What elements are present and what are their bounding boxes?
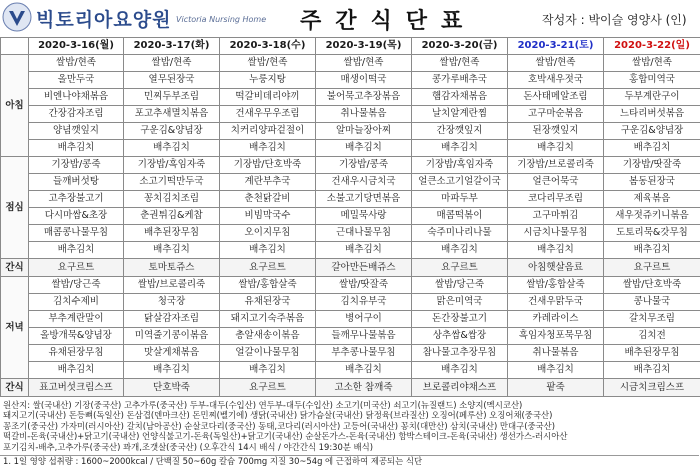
snack-cell: 요구르트: [604, 259, 700, 277]
menu-cell: 배추김치: [220, 242, 316, 259]
menu-cell: 김치유부국: [316, 294, 412, 311]
lunch-row: [1, 242, 700, 259]
menu-cell: 쌀밥/현족: [508, 55, 604, 72]
day-header: 2020-3-17(화): [124, 38, 220, 55]
menu-cell: 기장밥/콩죽: [29, 157, 124, 174]
menu-cell: 간장감자조림: [29, 106, 124, 123]
dinner-row: [1, 311, 700, 328]
snack-cell: 요구르트: [412, 259, 508, 277]
menu-cell: 김치전: [604, 328, 700, 345]
menu-cell: 기장밥/땃잘죽: [604, 157, 700, 174]
snack-cell: 고소한 참깨죽: [316, 379, 412, 397]
menu-cell: 비빔막국수: [220, 208, 316, 225]
lunch-row: [1, 191, 700, 208]
menu-cell: 배추김치: [29, 362, 124, 379]
snack-cell: 토마토쥬스: [124, 259, 220, 277]
origin-note-line: 떡갈비-돈육(국내산)+닭고기(국내산) 언양식불고기-돈육(독일산)+닭고기(국내산) 순살돈가스-돈육(국내산) 함박스테이크-돈육(국내산) 생선가스-러시아산: [3, 431, 699, 441]
snack-label: 간식: [1, 379, 29, 397]
origin-note-line: 돼지고기(국내산) 돈등뼈(독일산) 돈삼겹(덴마크산) 돈민찌(벨기에) 생닭(국내산) 닭가슴살(국내산) 닭정육(브라질산) 오징어(페루산) 오징어채(중국산): [3, 410, 699, 420]
date-header-row: [1, 38, 700, 55]
menu-cell: 건새우무우조림: [220, 106, 316, 123]
snack-label: 간식: [1, 259, 29, 277]
origin-note-line: 포기김치-배추,고추가루(중국산) 꽈개,조갯살(중국산) (오후간식 14시 배식 / 야간간식 19:30분 배식): [3, 442, 699, 452]
menu-cell: 두부계란구이: [604, 89, 700, 106]
menu-cell: 양념깻잎지: [29, 123, 124, 140]
menu-cell: 배추김치: [316, 242, 412, 259]
weekly-menu-table: [0, 37, 700, 397]
menu-cell: 배추김치: [508, 242, 604, 259]
menu-cell: 맛살게채볶음: [124, 345, 220, 362]
menu-cell: 간장깻잎지: [412, 123, 508, 140]
menu-cell: 기장밥/흑임자죽: [412, 157, 508, 174]
menu-cell: 유채된장무침: [29, 345, 124, 362]
menu-cell: 얼큰어묵국: [508, 174, 604, 191]
menu-cell: 갈치무조림: [604, 311, 700, 328]
day-header: 2020-3-16(월): [29, 38, 124, 55]
menu-cell: 기장밥/단호박죽: [220, 157, 316, 174]
menu-cell: 배추김치: [604, 362, 700, 379]
menu-cell: 총알새송이볶음: [220, 328, 316, 345]
menu-cell: 쌀밥/현족: [412, 55, 508, 72]
day-header: 2020-3-20(금): [412, 38, 508, 55]
menu-cell: 닭살감자조림: [124, 311, 220, 328]
breakfast-row: [1, 140, 700, 157]
nutrition-footnote: 1. 1일 영양 섭취량 : 1600~2000kcal / 단백질 50~60g 칼슘 700mg 지질 30~54g 에 근접하여 제공되는 식단: [0, 455, 699, 467]
menu-cell: 쌀밥/브로콜리죽: [124, 277, 220, 294]
menu-cell: 호박새우젓국: [508, 72, 604, 89]
snack-cell: 요구르트: [29, 259, 124, 277]
dinner-row: [1, 345, 700, 362]
lunch-row: [1, 157, 700, 174]
menu-cell: 돈간장불고기: [412, 311, 508, 328]
menu-cell: 쌀밥/단호박죽: [604, 277, 700, 294]
snack-cell: 갈아만든배쥬스: [316, 259, 412, 277]
lunch-row: [1, 225, 700, 242]
menu-cell: 쌀밥/현족: [29, 55, 124, 72]
menu-cell: 된장깻잎지: [508, 123, 604, 140]
author-line: 작성자 : 박이슬 영양사 (인): [542, 11, 687, 28]
menu-cell: 배추김치: [412, 140, 508, 157]
menu-cell: 쌀밥/현족: [604, 55, 700, 72]
breakfast-row: [1, 55, 700, 72]
menu-cell: 메밀묵사랑: [316, 208, 412, 225]
menu-cell: 봄동된장국: [604, 174, 700, 191]
brand-name-english: Victoria Nursing Home: [176, 15, 266, 24]
menu-cell: 미역줄기콩이볶음: [124, 328, 220, 345]
menu-cell: 누룽지탕: [220, 72, 316, 89]
menu-cell: 들깨버섯탕: [29, 174, 124, 191]
menu-cell: 카레라이스: [508, 311, 604, 328]
menu-cell: 오이지무침: [220, 225, 316, 242]
menu-cell: 상추쌈&쌈장: [412, 328, 508, 345]
menu-cell: 배추된장무침: [124, 225, 220, 242]
menu-cell: 쌀밥/땃잘죽: [316, 277, 412, 294]
snack-cell: 아침햇살음료: [508, 259, 604, 277]
menu-cell: 배추김치: [412, 242, 508, 259]
menu-cell: 배추김치: [124, 140, 220, 157]
menu-cell: 배추김치: [124, 362, 220, 379]
menu-cell: 배추김치: [316, 362, 412, 379]
menu-cell: 김치수제비: [29, 294, 124, 311]
origin-note-line: 원산지: 쌀(국내산) 기장(중국산) 고추가루(중국산) 두부-대두(수입산) 연두부-대두(수입산) 소고기(미국산) 쇠고기(뉴질랜드) 소양지(멕시코산): [3, 400, 699, 410]
menu-cell: 청국장: [124, 294, 220, 311]
snack-row: [1, 379, 700, 397]
menu-cell: 고추장불고기: [29, 191, 124, 208]
menu-cell: 다시마쌈&초장: [29, 208, 124, 225]
page-title: 주간식단표: [300, 4, 476, 35]
header: [0, 0, 700, 36]
lunch-row: [1, 174, 700, 191]
victoria-logo-icon: [2, 2, 32, 32]
menu-cell: 기장밥/흑임자죽: [124, 157, 220, 174]
menu-cell: 고구마튀김: [508, 208, 604, 225]
lunch-row: [1, 208, 700, 225]
breakfast-row: [1, 106, 700, 123]
menu-cell: 건새우맑두국: [508, 294, 604, 311]
menu-cell: 소불고기당면볶음: [316, 191, 412, 208]
menu-cell: 돼지고기숙주볶음: [220, 311, 316, 328]
menu-cell: 제육볶음: [604, 191, 700, 208]
menu-cell: 소고기떡만두국: [124, 174, 220, 191]
menu-cell: 건새우시금치국: [316, 174, 412, 191]
menu-cell: 매콤콩나물무침: [29, 225, 124, 242]
menu-cell: 시금치나물무침: [508, 225, 604, 242]
snack-cell: 요구르트: [220, 259, 316, 277]
breakfast-label: 아침: [1, 55, 29, 157]
breakfast-row: [1, 123, 700, 140]
menu-cell: 새우젓쥬키니볶음: [604, 208, 700, 225]
menu-cell: 부추계란말이: [29, 311, 124, 328]
dinner-row: [1, 277, 700, 294]
menu-cell: 구운김&양념장: [604, 123, 700, 140]
menu-cell: 포고추새멸치볶음: [124, 106, 220, 123]
menu-cell: 취나물볶음: [316, 106, 412, 123]
menu-cell: 홍합미역국: [604, 72, 700, 89]
menu-cell: 불어묵고추장볶음: [316, 89, 412, 106]
menu-cell: 콩나물국: [604, 294, 700, 311]
dinner-row: [1, 294, 700, 311]
menu-cell: 계란부추국: [220, 174, 316, 191]
menu-cell: 올방개묵&양념장: [29, 328, 124, 345]
menu-cell: 쌀밥/현족: [316, 55, 412, 72]
snack-cell: 브로콜리야채스프: [412, 379, 508, 397]
menu-cell: 올만두국: [29, 72, 124, 89]
day-header: 2020-3-22(일): [604, 38, 700, 55]
origin-notes: [0, 400, 699, 452]
snack-cell: 표고버섯크림스프: [29, 379, 124, 397]
menu-cell: 돈사태메알조림: [508, 89, 604, 106]
menu-cell: 쌀밥/현족: [220, 55, 316, 72]
day-header: 2020-3-21(토): [508, 38, 604, 55]
corner-cell: [1, 38, 29, 55]
menu-cell: 쌀밥/당근죽: [29, 277, 124, 294]
menu-cell: 콩가루배추국: [412, 72, 508, 89]
menu-cell: 쌀밥/홍합살죽: [508, 277, 604, 294]
day-header: 2020-3-19(목): [316, 38, 412, 55]
menu-cell: 민찌두부조림: [124, 89, 220, 106]
snack-cell: 시금치크림스프: [604, 379, 700, 397]
menu-cell: 유채된장국: [220, 294, 316, 311]
menu-cell: 배추김치: [316, 140, 412, 157]
menu-cell: 배추김치: [29, 242, 124, 259]
menu-cell: 배추김치: [29, 140, 124, 157]
menu-cell: 떡갈비데리야끼: [220, 89, 316, 106]
menu-cell: 얼갈이나물무침: [220, 345, 316, 362]
menu-cell: 배추김치: [508, 362, 604, 379]
breakfast-row: [1, 89, 700, 106]
dinner-row: [1, 362, 700, 379]
origin-note-line: 꽁조기(중국산) 가자미(러시아산) 갈치(남아공산) 순살코다리(중국산) 동태,코다리(러시아산) 고등어(국내산) 꽁치(대만산) 삼치(국내산) 만대구(중국산): [3, 421, 699, 431]
menu-cell: 춘권튀김&케찹: [124, 208, 220, 225]
menu-cell: 매콤떡볶이: [412, 208, 508, 225]
brand-name: 빅토리아요양원: [36, 5, 171, 32]
menu-cell: 참나물고추장무침: [412, 345, 508, 362]
menu-cell: 흑임자청포묵무침: [508, 328, 604, 345]
menu-cell: 쌀밥/홍합살죽: [220, 277, 316, 294]
snack-cell: 팥죽: [508, 379, 604, 397]
menu-cell: 배추김치: [220, 362, 316, 379]
menu-cell: 기장밥/브로콜리죽: [508, 157, 604, 174]
menu-cell: 배추김치: [220, 140, 316, 157]
dinner-row: [1, 328, 700, 345]
menu-cell: 치커리양파겉절이: [220, 123, 316, 140]
menu-cell: 병어구이: [316, 311, 412, 328]
menu-cell: 알마늘장아찌: [316, 123, 412, 140]
menu-cell: 배추김치: [604, 140, 700, 157]
menu-cell: 열무된장국: [124, 72, 220, 89]
menu-cell: 부추콩나물무침: [316, 345, 412, 362]
menu-cell: 기장밥/콩죽: [316, 157, 412, 174]
menu-cell: 느타리버섯볶음: [604, 106, 700, 123]
menu-cell: 쌀밥/당근죽: [412, 277, 508, 294]
menu-cell: 들깨무나물볶음: [316, 328, 412, 345]
snack-cell: 단호박죽: [124, 379, 220, 397]
snack-row: [1, 259, 700, 277]
menu-cell: 도토리묵&갓무침: [604, 225, 700, 242]
menu-cell: 마파두부: [412, 191, 508, 208]
menu-cell: 매생이떡국: [316, 72, 412, 89]
menu-cell: 구운김&양념장: [124, 123, 220, 140]
menu-cell: 고구마순볶음: [508, 106, 604, 123]
menu-cell: 햄감자채볶음: [412, 89, 508, 106]
menu-cell: 배추김치: [412, 362, 508, 379]
menu-cell: 춘천닭갈비: [220, 191, 316, 208]
menu-cell: 코다리무조림: [508, 191, 604, 208]
day-header: 2020-3-18(수): [220, 38, 316, 55]
menu-cell: 취나물볶음: [508, 345, 604, 362]
menu-cell: 쌀밥/현족: [124, 55, 220, 72]
menu-cell: 숙주미나리나물: [412, 225, 508, 242]
menu-cell: 날치알계란찜: [412, 106, 508, 123]
dinner-label: 저녁: [1, 277, 29, 379]
menu-cell: 근대나물무침: [316, 225, 412, 242]
menu-cell: 배추김치: [124, 242, 220, 259]
menu-cell: 꽁치김치조림: [124, 191, 220, 208]
snack-cell: 요구르트: [220, 379, 316, 397]
lunch-label: 점심: [1, 157, 29, 259]
menu-cell: 비엔나야채볶음: [29, 89, 124, 106]
menu-cell: 얼큰소고기얼갈이국: [412, 174, 508, 191]
menu-cell: 맑은미역국: [412, 294, 508, 311]
menu-cell: 배추김치: [508, 140, 604, 157]
breakfast-row: [1, 72, 700, 89]
menu-cell: 배추김치: [604, 242, 700, 259]
menu-cell: 배추된장무침: [604, 345, 700, 362]
